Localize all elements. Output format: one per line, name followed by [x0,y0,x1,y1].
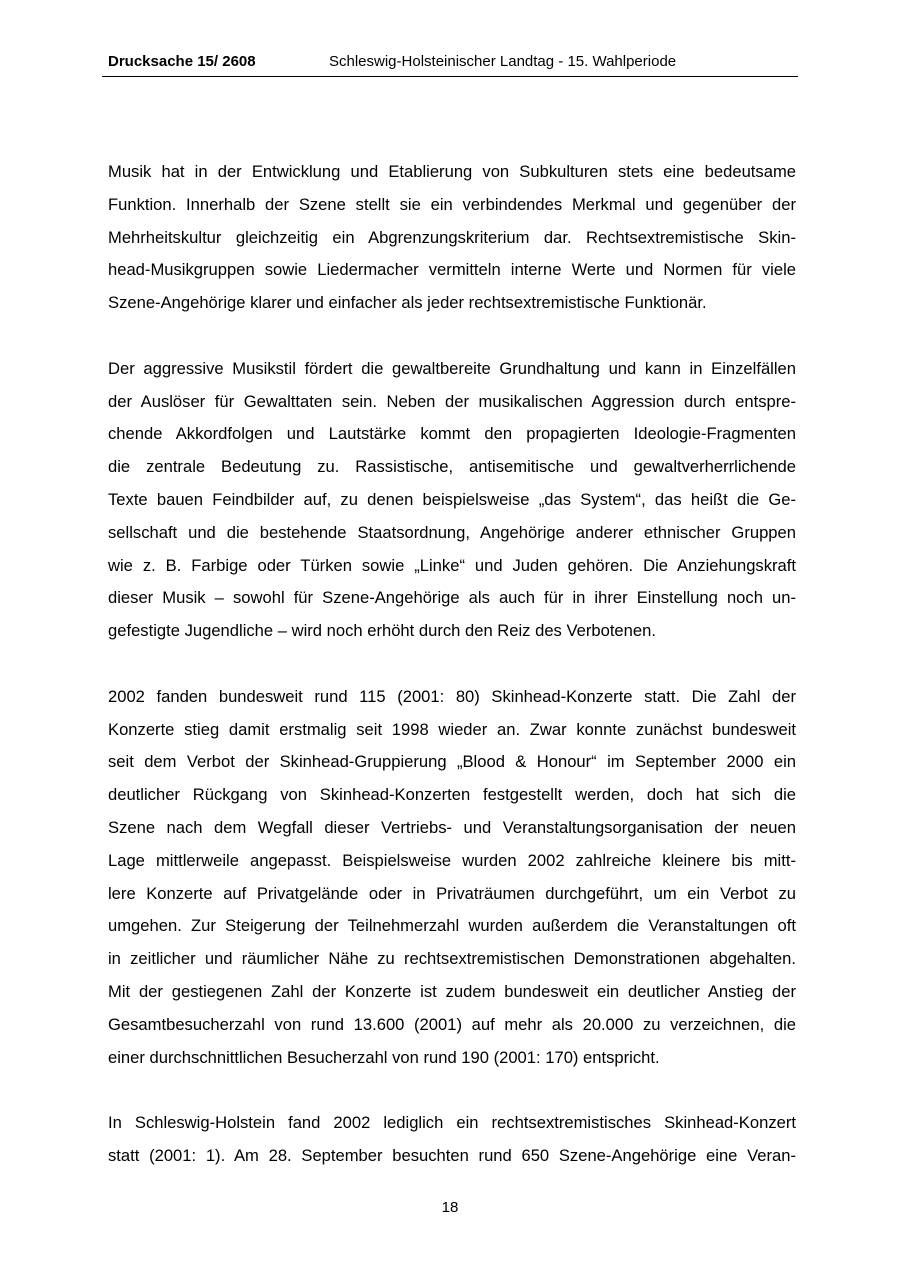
text-line: Gesamtbesucherzahl von rund 13.600 (2001) auf mehr als 20.000 zu verzeichnen, die [108,1014,796,1034]
parliament-title: Schleswig-Holsteinischer Landtag - 15. Wahlperiode [329,53,677,70]
paragraph [108,156,796,320]
text-line: statt (2001: 1). Am 28. September besuchten rund 650 Szene-Angehörige eine Veran- [108,1145,796,1165]
page-number: 18 [441,1199,459,1216]
text-line: chende Akkordfolgen und Lautstärke kommt den propagierten Ideologie-Fragmenten [108,424,796,444]
text-line: Musik hat in der Entwicklung und Etablierung von Subkulturen stets eine bedeutsame [108,162,796,181]
text-line: wie z. B. Farbige oder Türken sowie „Linke“ und Juden gehören. Die Anziehungskraft [108,555,796,575]
text-line: einer durchschnittlichen Besucherzahl von rund 190 (2001: 170) entspricht. [108,1047,660,1067]
text-line: die zentrale Bedeutung zu. Rassistische, antisemitische und gewaltverherrlichende [108,457,796,477]
text-line: head-Musikgruppen sowie Liedermacher vermitteln interne Werte und Normen für viele [108,260,796,280]
text-line: Der aggressive Musikstil fördert die gewaltbereite Grundhaltung und kann in Einzelfällen [108,358,796,378]
text-line: der Auslöser für Gewalttaten sein. Neben der musikalischen Aggression durch entspre- [108,391,796,411]
page-header [108,52,798,72]
text-line: Mehrheitskultur gleichzeitig ein Abgrenzungskriterium dar. Rechtsextremistische Skin- [108,227,796,247]
text-line: sellschaft und die bestehende Staatsordnung, Angehörige anderer ethnischer Gruppen [108,522,796,542]
text-line: lere Konzerte auf Privatgelände oder in Privaträumen durchgeführt, um ein Verbot zu [108,883,796,903]
text-line: 2002 fanden bundesweit rund 115 (2001: 80) Skinhead-Konzerte statt. Die Zahl der [108,686,796,706]
text-line: In Schleswig-Holstein fand 2002 lediglich ein rechtsextremistisches Skinhead-Konzert [108,1113,796,1133]
text-line: umgehen. Zur Steigerung der Teilnehmerzahl wurden außerdem die Veranstaltungen oft [108,916,796,936]
text-line: Funktion. Innerhalb der Szene stellt sie ein verbindendes Merkmal und gegenüber der [108,194,796,214]
text-line: Szene nach dem Wegfall dieser Vertriebs- und Veranstaltungsorganisation der neuen [108,817,796,837]
paragraph [108,353,796,648]
text-line: gefestigte Jugendliche – wird noch erhöht durch den Reiz des Verbotenen. [108,621,656,641]
paragraph [108,681,796,1075]
text-line: Lage mittlerweile angepasst. Beispielsweise wurden 2002 zahlreiche kleinere bis mitt- [108,850,796,870]
header-divider [102,76,798,77]
text-line: Konzerte stieg damit erstmalig seit 1998 wieder an. Zwar konnte zunächst bundesweit [108,719,796,739]
text-line: Mit der gestiegenen Zahl der Konzerte ist zudem bundesweit ein deutlicher Anstieg der [108,981,796,1001]
text-line: seit dem Verbot der Skinhead-Gruppierung „Blood & Honour“ im September 2000 ein [108,752,796,772]
document-number: Drucksache 15/ 2608 [108,53,256,70]
text-line: Texte bauen Feindbilder auf, zu denen beispielsweise „das System“, das heißt die Ge- [108,489,796,509]
paragraph [108,1107,796,1173]
text-line: deutlicher Rückgang von Skinhead-Konzerten festgestellt werden, doch hat sich die [108,785,796,805]
text-line: Szene-Angehörige klarer und einfacher als jeder rechtsextremistische Funktionär. [108,293,707,313]
text-line: dieser Musik – sowohl für Szene-Angehörige als auch für in ihrer Einstellung noch un- [108,588,796,608]
text-line: in zeitlicher und räumlicher Nähe zu rechtsextremistischen Demonstrationen abgehalten. [108,949,796,969]
document-body [108,156,796,1173]
